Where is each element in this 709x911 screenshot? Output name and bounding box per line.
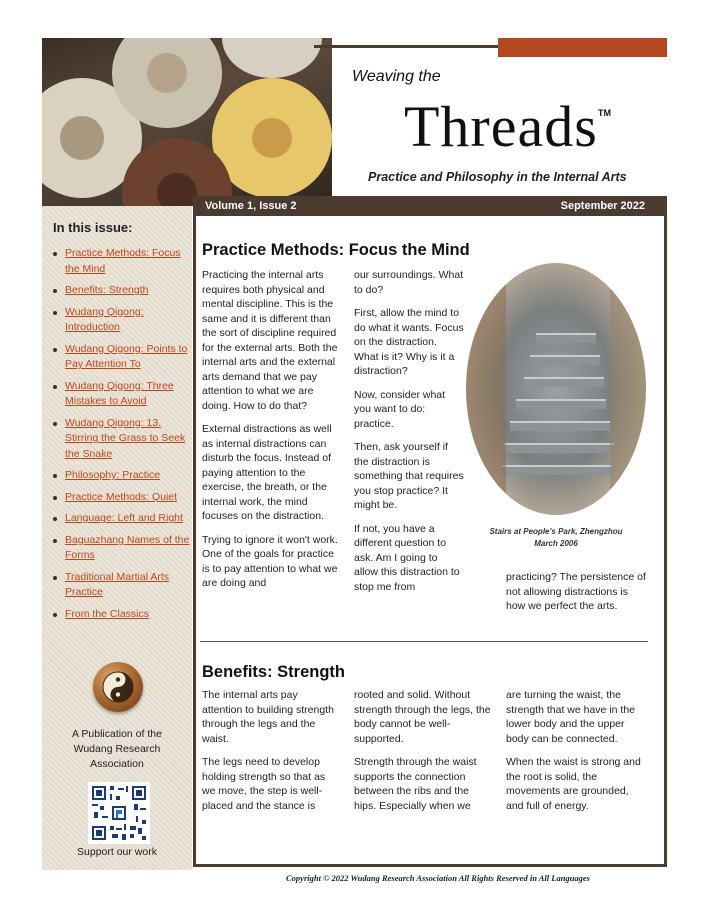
paragraph: External distractions as well as internal distractions can disturb the focus. Instead of paying attention to the exercise, the breath, or the internal work, the mind focuses on the distraction. <box>202 423 332 522</box>
header-rule <box>314 45 500 48</box>
article2-column-2 <box>354 688 494 822</box>
paragraph: our surroundings. What to do? <box>354 269 464 296</box>
toc-link[interactable]: Benefits: Strength <box>65 284 149 296</box>
paragraph: The internal arts pay attention to building strength through the legs and the waist. <box>202 689 334 745</box>
title-prefix: Weaving the <box>352 68 441 85</box>
article1-column-2 <box>354 268 464 603</box>
article1-column-3 <box>506 570 646 623</box>
spool-white <box>222 38 322 78</box>
paragraph: Then, ask yourself if the distraction is something that requires you stop practice? It might be. <box>354 441 464 511</box>
yin-yang-icon <box>93 662 143 712</box>
caption-line: March 2006 <box>534 539 578 548</box>
paragraph: Trying to ignore it won't work. One of the goals for practice is to pay attention to what we are doing and <box>202 533 338 589</box>
paragraph: The legs need to develop holding strength so that as we move, the step is well-placed and the stance is <box>202 756 326 812</box>
toc-item[interactable] <box>52 570 190 601</box>
toc-item[interactable] <box>52 283 190 299</box>
toc-item[interactable] <box>52 468 190 484</box>
paragraph: If not, you have a different question to ask. Am I going to allow this distraction to stop me from <box>354 522 460 593</box>
paragraph: practicing? The persistence of not allowing distractions is how we perfect the arts. <box>506 571 646 612</box>
toc-item[interactable] <box>52 379 190 410</box>
toc-link[interactable]: Practice Methods: Focus the Mind <box>65 247 181 275</box>
toc-item[interactable] <box>52 416 190 463</box>
article-title-strength: Benefits: Strength <box>202 663 346 681</box>
toc-item[interactable] <box>52 305 190 336</box>
article1-column-1 <box>202 268 340 600</box>
toc-link[interactable]: Baguazhang Names of the Forms <box>65 533 190 561</box>
publication-note: A Publication of the Wudang Research Association <box>72 728 162 770</box>
toc-item[interactable] <box>52 490 190 506</box>
toc-link[interactable]: Wudang Qigong: Three Mistakes to Avoid <box>65 379 174 407</box>
article2-column-3 <box>506 688 646 822</box>
toc-link[interactable]: Language: Left and Right <box>65 512 183 524</box>
caption-line: Stairs at People's Park, Zhengzhou <box>489 527 623 536</box>
sidebar-heading: In this issue: <box>53 220 133 235</box>
article-divider <box>200 641 648 642</box>
issue-info-bar <box>193 196 667 216</box>
paragraph: Strength through the waist supports the connection between the ribs and the hips. Especially when we <box>354 756 477 812</box>
photo-caption <box>476 526 636 550</box>
toc-link[interactable]: From the Classics <box>65 607 150 620</box>
sidebar <box>42 206 192 870</box>
qr-code[interactable] <box>88 782 150 844</box>
toc-link[interactable]: Wudang Qigong: 13. Stirring the Grass to Seek the Snake <box>65 416 186 460</box>
newsletter-subtitle: Practice and Philosophy in the Internal Arts <box>368 170 627 184</box>
article2-column-1 <box>202 688 340 822</box>
paragraph: Practicing the internal arts requires both physical and mental discipline. This is the same and it is different than the sort of discipline required for the external arts. Both the internal arts and the external arts demand that we pay attention to what we are doing. How to do that? <box>202 269 338 412</box>
stairs-photo <box>466 263 646 515</box>
toc-link[interactable]: Wudang Qigong: Introduction <box>65 305 144 333</box>
toc-link[interactable]: Philosophy: Practice <box>65 469 161 481</box>
paragraph: First, allow the mind to do what it wants. Focus on the distraction. What is it? Why is it a distraction? <box>354 307 464 377</box>
paragraph: When the waist is strong and the root is solid, the movements are grounded, and full of energy. <box>506 756 641 812</box>
volume-issue: Volume 1, Issue 2 <box>205 200 297 212</box>
toc-item[interactable] <box>52 511 190 527</box>
toc-item[interactable] <box>52 607 190 623</box>
toc-link[interactable]: Practice Methods: Quiet <box>65 490 178 503</box>
support-label: Support our work <box>77 846 157 858</box>
table-of-contents <box>52 246 190 628</box>
paragraph: are turning the waist, the strength that we have in the lower body and the upper body can be connected. <box>506 689 635 745</box>
thread-spools-photo <box>42 38 332 206</box>
toc-item[interactable] <box>52 533 190 564</box>
issue-date: September 2022 <box>560 200 645 212</box>
trademark-mark: TM <box>598 108 611 118</box>
toc-item[interactable] <box>52 246 190 277</box>
paragraph: Now, consider what you want to do: practice. <box>354 388 446 430</box>
header-accent-bar <box>498 38 667 57</box>
newsletter-title: Threads <box>404 94 598 159</box>
article-title-focus: Practice Methods: Focus the Mind <box>202 241 470 259</box>
toc-link[interactable]: Traditional Martial Arts Practice <box>65 570 170 598</box>
toc-link[interactable]: Wudang Qigong: Points to Pay Attention To <box>65 342 188 370</box>
paragraph: rooted and solid. Without strength through the legs, the body cannot be well-supported. <box>354 689 491 745</box>
copyright-notice: Copyright © 2022 Wudang Research Association All Rights Reserved in All Languages <box>286 873 590 883</box>
toc-item[interactable] <box>52 342 190 373</box>
